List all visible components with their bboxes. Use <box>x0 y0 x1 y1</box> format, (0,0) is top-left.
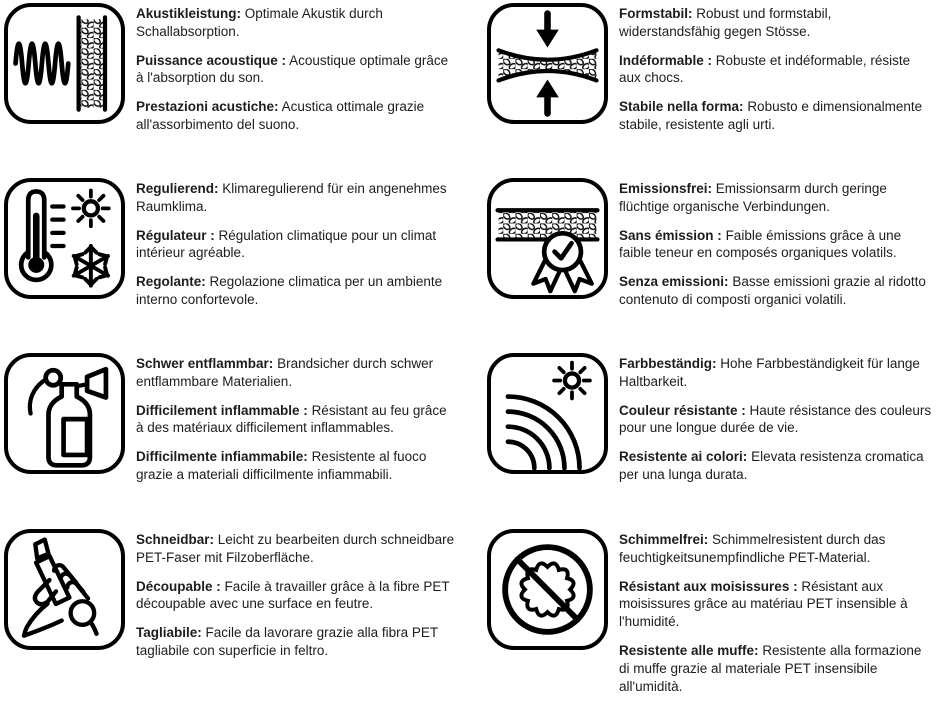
feature-text-block <box>619 3 934 145</box>
feature-text-de <box>619 5 934 41</box>
feature-label: Couleur résistante : <box>619 402 746 418</box>
feature-description: Hohe Farbbeständigkeit für lange Haltbarkeit. <box>619 356 920 389</box>
feature-text-fr <box>136 578 456 614</box>
feature-text-block <box>136 529 456 671</box>
feature-description: Robuste et indéformable, résiste aux chocs. <box>619 52 911 86</box>
feature-text-fr <box>136 227 456 263</box>
icon-frame <box>487 178 608 299</box>
feature-description: Optimale Akustik durch Schallabsorption. <box>136 6 383 39</box>
feature-text-de <box>619 180 934 216</box>
feature-description: Acoustique optimale grâce à l'absorption du son. <box>136 52 449 86</box>
rainbow-sun-icon <box>491 357 604 470</box>
feature-description: Haute résistance des couleurs pour une longue durée de vie. <box>619 402 932 436</box>
feature-text-block <box>619 178 934 320</box>
feature-description: Acustica ottimale grazie all'assorbimento del suono. <box>136 99 425 133</box>
feature-description: Elevata resistenza cromatica per una lunga durata. <box>619 449 924 483</box>
feature-text-it <box>619 642 934 695</box>
feature-label: Resistente ai colori: <box>619 449 748 465</box>
fire-extinguisher-icon <box>8 357 121 470</box>
feature-text-de <box>136 180 456 216</box>
feature-description: Robusto e dimensionalmente stabile, resistente agli urti. <box>619 99 923 133</box>
feature-label: Farbbeständig: <box>619 356 717 371</box>
feature-text-de <box>136 531 456 567</box>
feature-text-it <box>136 273 456 309</box>
feature-text-it <box>619 448 934 484</box>
feature-text-fr <box>619 227 934 263</box>
feature-description: Schimmelresistent durch das feuchtigkeitsunempfindliche PET-Material. <box>619 532 886 565</box>
icon-frame <box>487 353 608 474</box>
thermometer-sun-snowflake-icon <box>8 182 121 295</box>
feature-description: Resistente al fuoco grazie a materiali difficilmente infiammabili. <box>136 449 427 483</box>
feature-label: Découpable : <box>136 578 221 594</box>
feature-text-fr <box>619 402 934 438</box>
feature-label: Stabile nella forma: <box>619 99 744 115</box>
feature-description: Basse emissioni grazie al ridotto contenuto di composti organici volatili. <box>619 274 926 308</box>
feature-label: Schimmelfrei: <box>619 532 709 547</box>
feature-label: Difficilmente infiammabile: <box>136 449 308 465</box>
hand-cutter-icon <box>8 533 121 646</box>
feature-description: Regolazione climatica per un ambiente interno confortevole. <box>136 274 443 308</box>
icon-frame <box>4 529 125 650</box>
sound-wave-absorption-panel-icon <box>8 7 121 120</box>
feature-label: Regolante: <box>136 274 206 290</box>
feature-text-it <box>136 624 456 660</box>
feature-text-de <box>619 531 934 567</box>
certified-ribbon-panel-icon <box>491 182 604 295</box>
feature-text-it <box>619 98 934 134</box>
feature-text-block <box>619 353 934 495</box>
feature-description: Robust und formstabil, widerstandsfähig gegen Stösse. <box>619 6 832 39</box>
feature-text-block <box>136 3 456 145</box>
feature-label: Prestazioni acustiche: <box>136 99 279 115</box>
feature-card-climate <box>0 178 468 353</box>
feature-text-de <box>619 355 934 391</box>
feature-label: Regulierend: <box>136 181 219 196</box>
feature-text-it <box>136 98 456 134</box>
feature-label: Akustikleistung: <box>136 6 242 21</box>
feature-label: Régulateur : <box>136 227 215 243</box>
feature-label: Résistant aux moisissures : <box>619 578 798 594</box>
feature-text-fr <box>619 52 934 88</box>
icon-frame <box>487 3 608 124</box>
feature-text-it <box>619 273 934 309</box>
feature-description: Facile da lavorare grazie alla fibra PET tagliabile con superficie in feltro. <box>136 625 438 659</box>
feature-description: Emissionsarm durch geringe flüchtige organische Verbindungen. <box>619 181 887 214</box>
feature-label: Emissionsfrei: <box>619 181 713 196</box>
feature-description: Brandsicher durch schwer entflammbare Materialien. <box>136 356 434 389</box>
feature-label: Puissance acoustique : <box>136 52 287 68</box>
feature-card-acoustic <box>0 3 468 178</box>
feature-text-it <box>136 448 456 484</box>
feature-description: Facile à travailler grâce à la fibre PET découpable avec une surface en feutre. <box>136 578 450 612</box>
feature-text-block <box>136 353 456 495</box>
feature-label: Schneidbar: <box>136 532 215 547</box>
compression-arrows-icon <box>491 7 604 120</box>
feature-description: Résistant au feu grâce à des matériaux difficilement inflammables. <box>136 402 447 436</box>
feature-description: Régulation climatique pour un climat intérieur agréable. <box>136 227 437 261</box>
feature-card-form-stable <box>468 3 936 178</box>
icon-frame <box>4 178 125 299</box>
icon-frame <box>4 3 125 124</box>
feature-description: Faible émissions grâce à une faible teneur en composés organiques volatils. <box>619 227 902 261</box>
feature-text-de <box>136 355 456 391</box>
feature-label: Senza emissioni: <box>619 274 729 290</box>
feature-label: Resistente alle muffe: <box>619 643 759 659</box>
feature-label: Schwer entflammbar: <box>136 356 274 371</box>
feature-text-block <box>136 178 456 320</box>
feature-description: Résistant aux moisissures grâce au matériau PET insensible à l'humidité. <box>619 578 908 630</box>
feature-text-de <box>136 5 456 41</box>
feature-card-emission-free <box>468 178 936 353</box>
feature-card-flame-retardant <box>0 353 468 529</box>
feature-card-color-fast <box>468 353 936 529</box>
feature-label: Sans émission : <box>619 227 722 243</box>
feature-label: Indéformable : <box>619 52 713 68</box>
feature-label: Formstabil: <box>619 6 693 21</box>
feature-description: Leicht zu bearbeiten durch schneidbare PET-Faser mit Filzoberfläche. <box>136 532 455 565</box>
feature-text-fr <box>136 402 456 438</box>
icon-frame <box>4 353 125 474</box>
feature-label: Difficilement inflammable : <box>136 402 308 418</box>
feature-text-fr <box>619 578 934 631</box>
feature-label: Tagliabile: <box>136 625 202 641</box>
feature-text-fr <box>136 52 456 88</box>
no-mold-icon <box>491 533 604 646</box>
icon-frame <box>487 529 608 650</box>
feature-description: Klimaregulierend für ein angenehmes Raumklima. <box>136 181 447 214</box>
feature-description: Resistente alla formazione di muffe grazie al materiale PET insensibile all'umidità. <box>619 643 922 694</box>
